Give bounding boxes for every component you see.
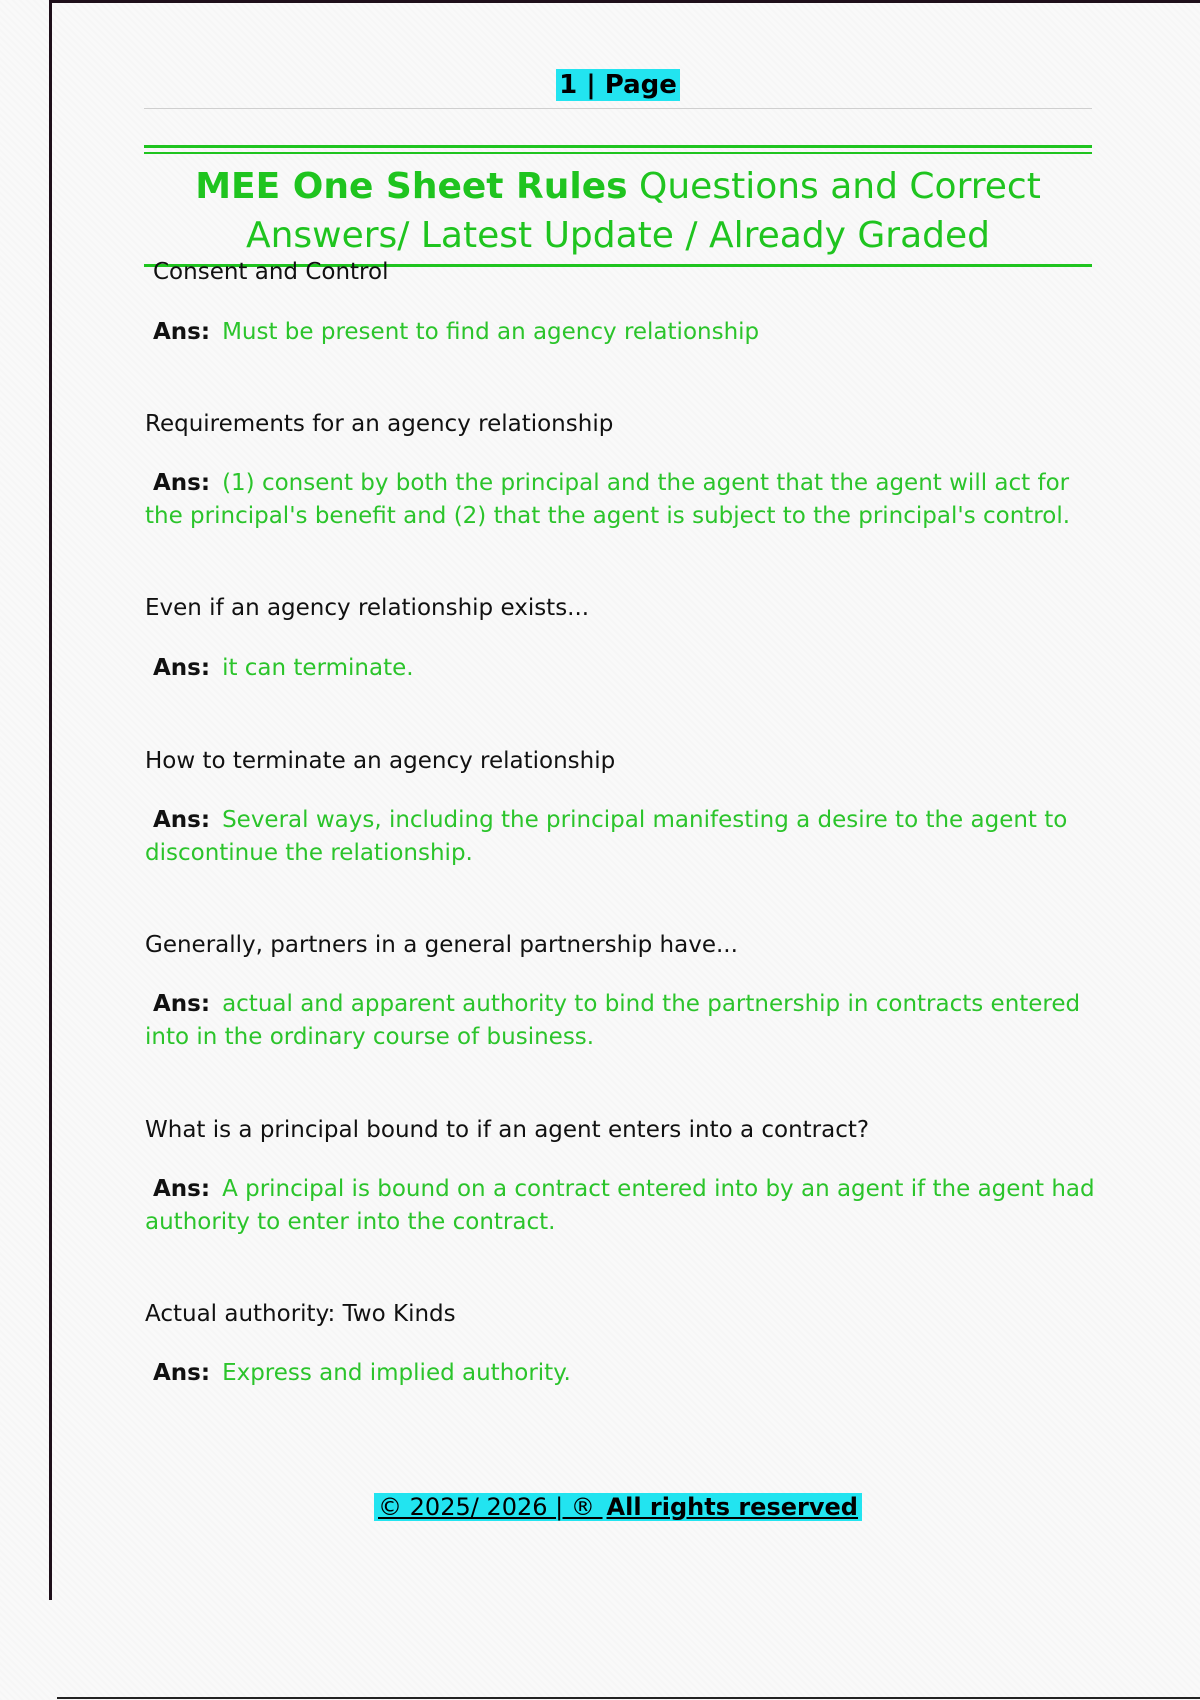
copyright-prefix: © 2025/ 2026 | ® [378, 1493, 603, 1521]
page-number [0, 70, 1200, 100]
question-6: What is a principal bound to if an agent enters into a contract? [145, 1117, 870, 1143]
answer-3 [145, 652, 1095, 685]
title-box [144, 145, 1092, 267]
ans-label: Ans: [153, 1360, 211, 1386]
answer-1 [145, 316, 1095, 349]
header-divider [144, 108, 1092, 109]
question-2: Requirements for an agency relationship [145, 411, 614, 437]
page-left-border [49, 0, 52, 1600]
answer-5-text: actual and apparent authority to bind the partnership in contracts entered into in the ordinary course of business. [145, 991, 1081, 1050]
title-rest: Questions and Correct Answers/ Latest Update / Already Graded [245, 166, 1041, 256]
ans-label: Ans: [153, 319, 211, 345]
answer-4-text: Several ways, including the principal manifesting a desire to the agent to discontinue the relationship. [145, 807, 1068, 866]
answer-3-text: it can terminate. [222, 655, 414, 681]
page-number-label: 1 | Page [556, 69, 680, 101]
question-7: Actual authority: Two Kinds [145, 1301, 456, 1327]
copyright-rights: All rights reserved [606, 1493, 858, 1521]
answer-1-text: Must be present to find an agency relationship [222, 319, 760, 345]
question-5: Generally, partners in a general partnership have... [145, 932, 738, 958]
ans-label: Ans: [153, 807, 211, 833]
page-top-border [49, 0, 1200, 3]
copyright-text [374, 1493, 862, 1521]
answer-4 [145, 804, 1095, 870]
title-bold: MEE One Sheet Rules [195, 166, 628, 207]
question-1: Consent and Control [153, 259, 389, 285]
ans-label: Ans: [153, 1176, 211, 1202]
answer-2 [145, 467, 1095, 533]
answer-5 [145, 988, 1095, 1054]
answer-7-text: Express and implied authority. [222, 1360, 571, 1386]
answer-6-text: A principal is bound on a contract entered into by an agent if the agent had authority to enter into the contract. [145, 1176, 1095, 1235]
document-title [144, 162, 1092, 264]
copyright-footer [0, 1493, 1200, 1521]
question-3: Even if an agency relationship exists... [145, 595, 590, 621]
ans-label: Ans: [153, 655, 211, 681]
answer-2-text: (1) consent by both the principal and the agent that the agent will act for the principal's benefit and (2) that the agent is subject to the principal's control. [145, 470, 1071, 529]
ans-label: Ans: [153, 470, 211, 496]
bottom-divider [57, 1697, 1200, 1699]
question-4: How to terminate an agency relationship [145, 748, 616, 774]
answer-7 [145, 1357, 1095, 1390]
ans-label: Ans: [153, 991, 211, 1017]
answer-6 [145, 1173, 1095, 1239]
